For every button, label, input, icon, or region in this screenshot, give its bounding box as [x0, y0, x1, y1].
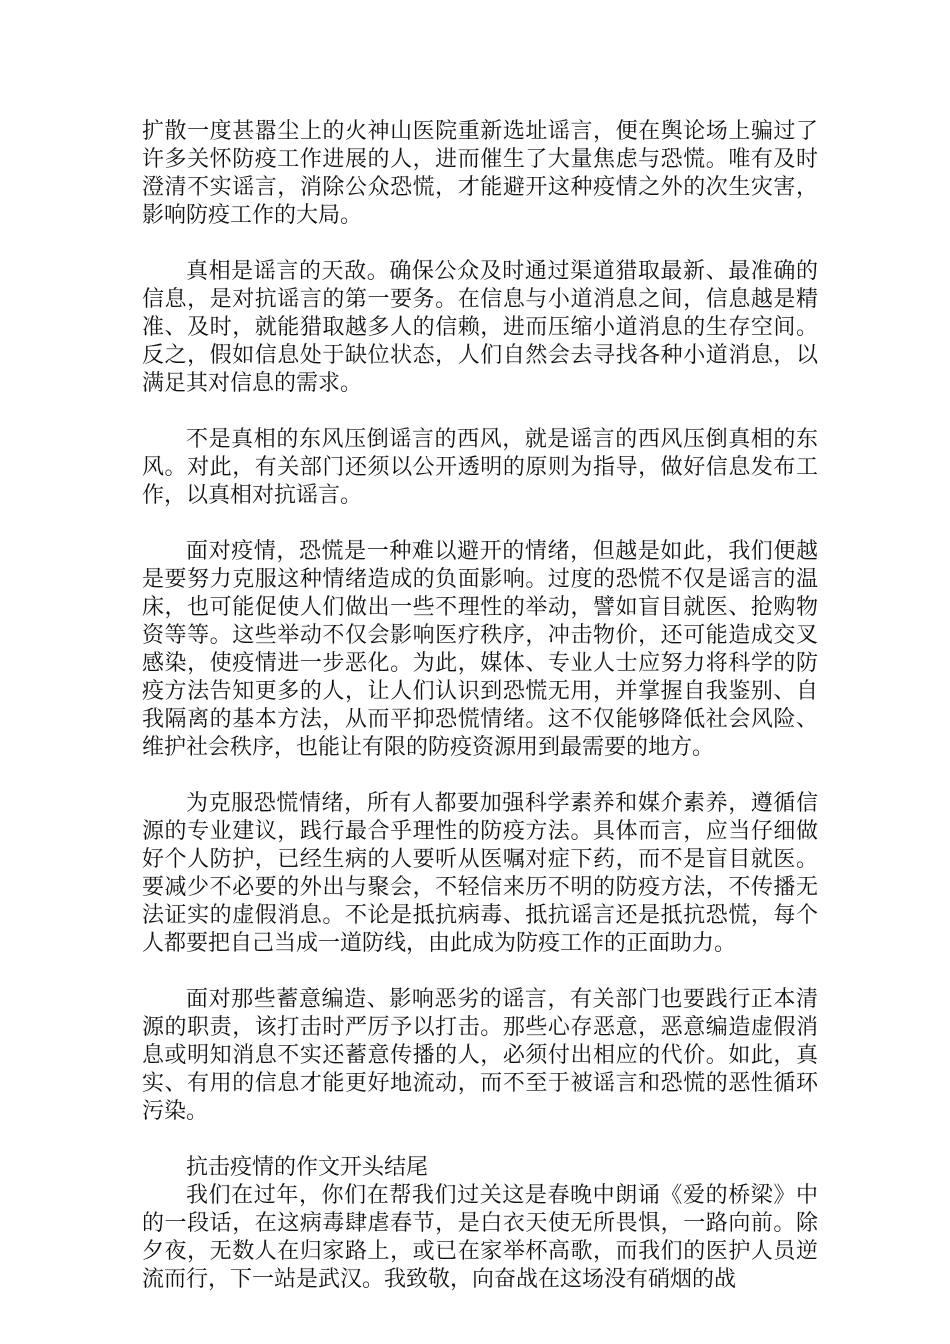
section-title: 抗击疫情的作文开头结尾 [186, 1155, 429, 1180]
paragraph-6: 面对那些蓄意编造、影响恶劣的谣言，有关部门也要践行正本清源的职责，该打击时严厉予以打击。那些心存恶意，恶意编造虚假消息或明知消息不实还蓄意传播的人，必须付出相应的代价。如此，真实、有用的信息才能更好地流动，而不至于被谣言和恐慌的恶性循环污染。 [142, 987, 818, 1124]
document-body [142, 118, 818, 1294]
paragraph-7: 我们在过年，你们在帮我们过关这是春晚中朗诵《爱的桥梁》中的一段话，在这病毒肆虐春节，是白衣天使无所畏惧，一路向前。除夕夜，无数人在归家路上，或已在家举杯高歌，而我们的医护人员逆流而行，下一站是武汉。我致敬，向奋战在这场没有硝烟的战 [142, 1183, 818, 1292]
paragraph-1: 扩散一度甚嚣尘上的火神山医院重新选址谣言，便在舆论场上骗过了许多关怀防疫工作进展的人，进而催生了大量焦虑与恐慌。唯有及时澄清不实谣言，消除公众恐慌，才能避开这种疫情之外的次生灾害，影响防疫工作的大局。 [142, 119, 818, 228]
paragraph-2: 真相是谣言的天敌。确保公众及时通过渠道猎取最新、最准确的信息，是对抗谣言的第一要务。在信息与小道消息之间，信息越是精准、及时，就能猎取越多人的信赖，进而压缩小道消息的生存空间。反之，假如信息处于缺位状态，人们自然会去寻找各种小道消息，以满足其对信息的需求。 [142, 259, 818, 396]
paragraph-4: 面对疫情，恐慌是一种难以避开的情绪，但越是如此，我们便越是要努力克服这种情绪造成的负面影响。过度的恐慌不仅是谣言的温床，也可能促使人们做出一些不理性的举动，譬如盲目就医、抢购物资等等。这些举动不仅会影响医疗秩序，冲击物价，还可能造成交叉感染，使疫情进一步恶化。为此，媒体、专业人士应努力将科学的防疫方法告知更多的人，让人们认识到恐慌无用，并掌握自我鉴别、自我隔离的基本方法，从而平抑恐慌情绪。这不仅能够降低社会风险、维护社会秩序，也能让有限的防疫资源用到最需要的地方。 [142, 539, 818, 760]
paragraph-3: 不是真相的东风压倒谣言的西风，就是谣言的西风压倒真相的东风。对此，有关部门还须以公开透明的原则为指导，做好信息发布工作，以真相对抗谣言。 [142, 427, 818, 508]
paragraph-5: 为克服恐慌情绪，所有人都要加强科学素养和媒介素养，遵循信源的专业建议，践行最合乎理性的防疫方法。具体而言，应当仔细做好个人防护，已经生病的人要听从医嘱对症下药，而不是盲目就医。要减少不必要的外出与聚会，不轻信来历不明的防疫方法，不传播无法证实的虚假消息。不论是抵抗病毒、抵抗谣言还是抵抗恐慌，每个人都要把自己当成一道防线，由此成为防疫工作的正面助力。 [142, 791, 818, 956]
